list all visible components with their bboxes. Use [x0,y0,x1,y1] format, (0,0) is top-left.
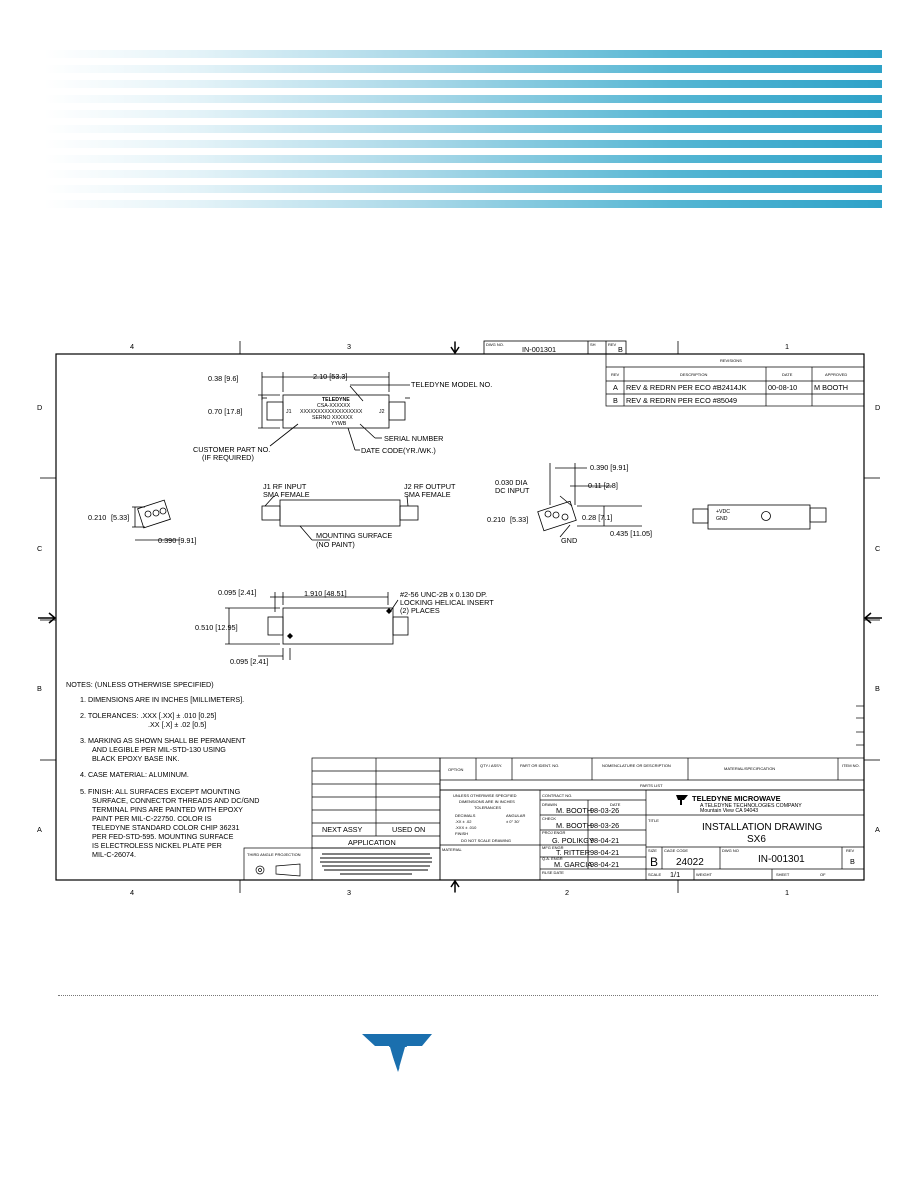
callout-insert: LOCKING HELICAL INSERT [400,598,494,607]
body-yywb: YYWB [331,421,347,427]
zone-label: B [37,684,42,693]
tb-size-label: SIZE [648,848,657,853]
rev-cell: B [613,396,618,405]
tb-name: T. RITTER [556,848,591,857]
dim-label: [5.33] [510,515,529,524]
zone-label: 1 [785,342,790,351]
callout-date-code: DATE CODE(YR./WK.) [361,446,436,455]
tb-weight-label: WEIGHT [696,872,712,877]
dim-label: 0.510 [12.95] [195,623,238,632]
tb-dims-in: DIMENSIONS ARE IN INCHES [459,799,515,804]
dim-label: 0.210 [487,515,506,524]
dim-label: 0.095 [2.41] [230,657,269,666]
note-line: BLACK EPOXY BASE INK. [92,754,180,763]
zone-label: C [875,544,881,553]
tb-dwg-label: DWG NO [722,848,739,853]
note-line: PER FED-STD-595. MOUNTING SURFACE [92,832,234,841]
bottom-view [225,592,408,660]
dim-label: DC INPUT [495,486,530,495]
tb-angle: ± 0° 30' [506,819,520,824]
label-gnd: GND [716,516,728,522]
note-line: 2. TOLERANCES: .XXX [.XX] ± .010 [0.25] [80,711,217,720]
callout-serial: SERIAL NUMBER [384,434,444,443]
tb-role: Q.A. ENGR [542,856,563,861]
tb-title-label: TITLE [648,818,659,823]
dim-label: 0.210 [88,513,107,522]
tb-rev-label: REV [846,848,855,853]
zone-label: 3 [347,342,352,351]
label-j2-output: J2 RF OUTPUT [404,482,456,491]
next-assy-label: NEXT ASSY [322,825,363,834]
parts-col-header: NOMENCLATURE OR DESCRIPTION [602,763,671,768]
dim-label: 0.435 [11.05] [610,529,653,538]
end-view [538,463,826,537]
body-j1: J1 [286,409,292,415]
tb-tol2: .XXX ± .010 [455,825,477,830]
zone-label: A [875,825,880,834]
footer-divider [58,995,878,996]
callout-customer-part: CUSTOMER PART NO. [193,445,271,454]
rev-cell: REV & REDRN PER ECO #B2414JK [626,383,747,392]
zone-label: D [875,403,881,412]
tb-role: DRAWN [542,802,557,807]
tb-date: 98-03-26 [590,806,620,815]
teledyne-logo [362,1034,432,1072]
center-arrow-right [865,613,882,623]
note-line: TERMINAL PINS ARE PAINTED WITH EPOXY [92,805,243,814]
tb-date-label: DATE [610,802,621,807]
note-line: IS ELECTROLESS NICKEL PLATE PER [92,841,222,850]
parts-col-header: ITEM NO. [842,763,860,768]
dim-label: GND [561,536,578,545]
tb-name: M. BOOTH [556,806,593,815]
rev-cell: 00-08-10 [768,383,798,392]
callout-insert: (2) PLACES [400,606,440,615]
note-line: 4. CASE MATERIAL: ALUMINUM. [80,770,189,779]
dim-label: 2.10 [53.3] [313,372,348,381]
dim-label: 0.390 [9.91] [158,536,197,545]
body-j2: J2 [379,409,385,415]
label-no-paint: (NO PAINT) [316,540,355,549]
center-arrow-top [451,342,459,353]
proprietary-notice [316,851,436,877]
rev-label: REV [608,342,617,347]
zone-label: 3 [347,888,352,897]
label-j1-input: J1 RF INPUT [263,482,307,491]
tb-cage: 24022 [676,857,704,868]
rev-value: B [618,345,623,354]
dim-label: [5.33] [111,513,130,522]
zone-label: D [37,403,43,412]
body-part: XXXXXXXXXXXXXXXXXX [300,409,363,415]
tb-scale: 1/1 [670,870,681,879]
label-j2-sma: SMA FEMALE [404,490,451,499]
zone-label: 2 [565,888,570,897]
revisions-title: REVISIONS [720,358,742,363]
dim-label: 0.11 [2.8] [588,481,618,490]
company-name: TELEDYNE MICROWAVE [692,794,781,803]
tb-date: 98-04-21 [590,836,620,845]
tb-angular: ANGULAR [506,813,526,818]
rev-cell: M BOOTH [814,383,849,392]
used-on-label: USED ON [392,825,426,834]
dim-label: 0.030 DIA [495,478,528,487]
tb-cage-label: CAGE CODE [664,848,689,853]
tb-dwg: IN-001301 [758,854,805,865]
tb-role: RLSE DATE [542,870,564,875]
tb-date: 98-04-21 [590,860,620,869]
dim-label: 1.910 [48.51] [304,589,347,598]
rev-col-header: REV [611,372,620,377]
note-line: MIL-C-26074. [92,850,136,859]
notes-block [66,680,259,859]
zone-label: B [875,684,880,693]
rev-cell: A [613,383,618,392]
callout-if-required: (IF REQUIRED) [202,453,254,462]
teledyne-small-logo [676,795,688,805]
tb-name: M. BOOTH [556,821,593,830]
note-line: .XX [.X] ± .02 [0.5] [148,720,207,729]
center-arrow-left [38,613,55,623]
dim-label: 0.390 [9.91] [590,463,629,472]
note-line: TELEDYNE STANDARD COLOR CHIP 36231 [92,823,240,832]
tb-material: MATERIAL [442,847,462,852]
zone-label: 1 [785,888,790,897]
dim-label: 0.28 [7.1] [582,513,613,522]
tb-sheet-label: SHEET [776,872,790,877]
company-address: Mountain View CA 94043 [700,808,759,814]
tb-role: MFG ENGR [542,845,564,850]
parts-col-header: PART OR IDENT. NO. [520,763,560,768]
note-line: SURFACE, CONNECTOR THREADS AND DC/GND [92,796,260,805]
tb-rev: B [850,857,855,866]
tb-name: M. GARCIA [554,860,593,869]
application-label: APPLICATION [348,838,396,847]
body-serial: SERNO XXXXXX [312,415,353,421]
insert-marker [287,633,293,639]
tb-unless: UNLESS OTHERWISE SPECIFIED [453,793,517,798]
top-dwg-box [484,341,626,354]
tb-name: G. POLIKGY [552,836,594,845]
parts-col-header: QTY./ ASSY. [480,763,503,768]
callout-model-no: TELEDYNE MODEL NO. [411,380,493,389]
rev-col-header: DESCRIPTION [680,372,708,377]
dim-label: 0.38 [9.6] [208,374,239,383]
zone-label: 4 [130,342,135,351]
note-line: AND LEGIBLE PER MIL-STD-130 USING [92,745,226,754]
parts-list-title: PARTS LIST [640,783,663,788]
label-vdc: +VDC [716,509,730,515]
tb-date: 98-04-21 [590,848,620,857]
body-model: CSA-XXXXXX [317,403,351,409]
drawing-subtitle: SX6 [747,834,766,845]
dim-label: 0.70 [17.8] [208,407,243,416]
projection-label: THIRD ANGLE PROJECTION [247,852,301,857]
tb-contract: CONTRACT NO. [542,793,573,798]
sh-label: SH [590,342,596,347]
company-sub: A TELEDYNE TECHNOLOGIES COMPANY [700,803,802,809]
insert-marker [386,608,392,614]
parts-col-header: OPTION [448,767,464,772]
tb-dont-scale: DO NOT SCALE DRAWING [461,838,512,843]
rev-col-header: DATE [782,372,793,377]
tb-date: 98-03-26 [590,821,620,830]
callout-insert: #2-56 UNC-2B x 0.130 DP. [400,590,488,599]
note-line: 5. FINISH: ALL SURFACES EXCEPT MOUNTING [80,787,241,796]
note-line: 3. MARKING AS SHOWN SHALL BE PERMANENT [80,736,246,745]
tb-tolerances: TOLERANCES [474,805,502,810]
tb-role: PROJ ENGR [542,830,566,835]
rev-cell: REV & REDRN PER ECO #85049 [626,396,738,405]
zone-label: 4 [130,888,135,897]
dwg-no-value: IN-001301 [522,345,557,354]
tb-role: CHECK [542,816,557,821]
zone-label: C [37,544,43,553]
note-line: 1. DIMENSIONS ARE IN INCHES [MILLIMETERS]. [80,695,245,704]
label-j1-sma: SMA FEMALE [263,490,310,499]
tb-decimals: DECIMALS [455,813,476,818]
tb-of-label: OF [820,872,826,877]
drawing-title: INSTALLATION DRAWING [702,822,823,833]
tb-tol1: .XX ± .02 [455,819,472,824]
label-mounting-surface: MOUNTING SURFACE [316,531,393,540]
zone-label: A [37,825,42,834]
center-arrow-bottom [451,881,459,892]
tb-finish: FINISH [455,831,469,836]
parts-col-header: MATERIAL/SPECIFICATION [724,766,776,771]
dim-label: 0.095 [2.41] [218,588,257,597]
body-brand: TELEDYNE [322,397,350,403]
tb-scale-label: SCALE [648,872,662,877]
tb-size: B [650,855,659,869]
dwg-no-label: DWG NO. [486,342,504,347]
margin-ticks [856,706,864,745]
note-line: PAINT PER MIL-C-22750. COLOR IS [92,814,212,823]
notes-title: NOTES: (UNLESS OTHERWISE SPECIFIED) [66,680,214,689]
rev-col-header: APPROVED [825,372,848,377]
